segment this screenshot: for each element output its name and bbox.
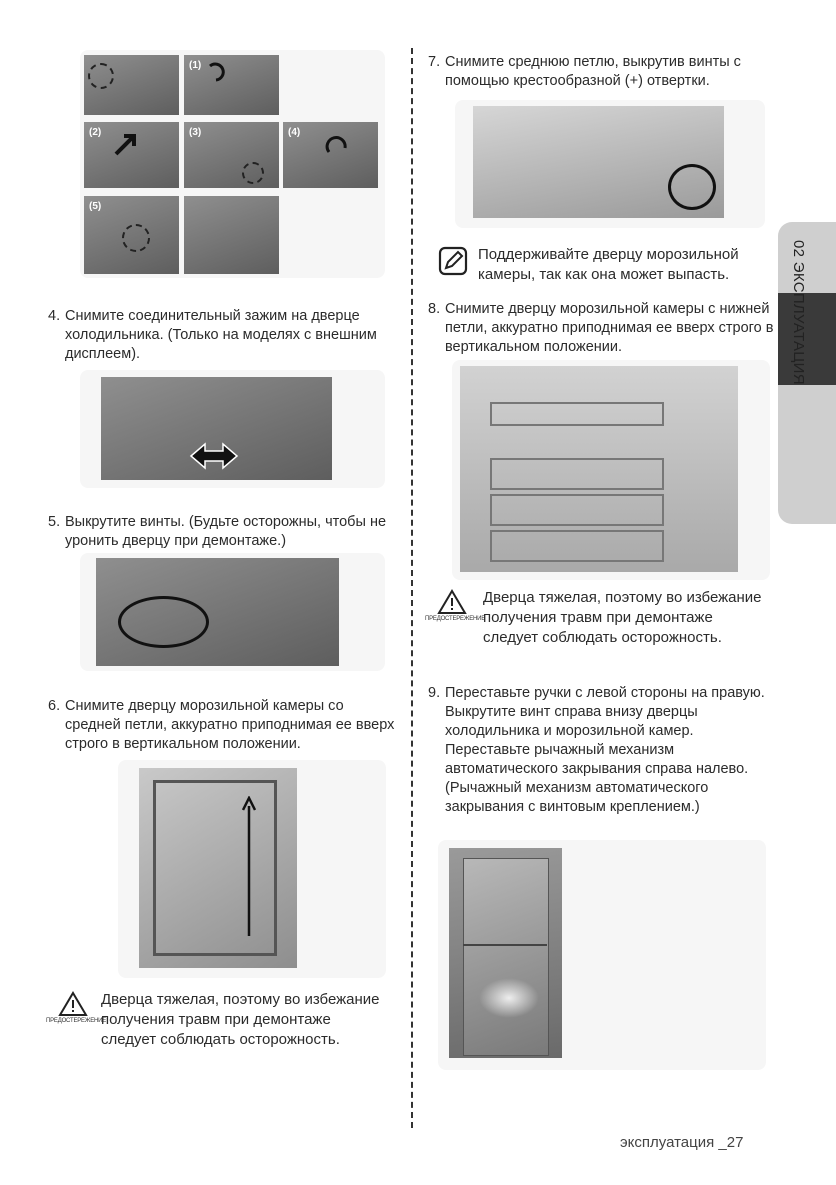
step-number: 8. [428, 301, 441, 317]
chapter-label: 02 ЭКСПЛУАТАЦИЯ [790, 240, 807, 385]
photo-refrigerator [449, 848, 562, 1058]
double-arrow-icon [189, 442, 239, 470]
warning-icon [58, 991, 88, 1017]
photo-middle-hinge [473, 106, 724, 218]
door-frame [153, 780, 277, 956]
circle-marker [668, 164, 716, 210]
photo-step-5 [84, 196, 179, 274]
photo-freezer-drawers [460, 366, 738, 572]
circle-marker [242, 162, 264, 184]
note-text: Поддерживайте дверцу морозильной камеры, так как она может выпасть. [478, 246, 739, 283]
warning-text: Дверца тяжелая, поэтому во избежание получения травм при демонтаже следует соблюдать осторожность. [101, 991, 380, 1048]
page-footer: эксплуатация _27 [620, 1134, 744, 1151]
caption-5: (5) [89, 201, 102, 212]
step-7 [428, 53, 776, 93]
photo-step-6 [184, 196, 279, 274]
photo-step-2 [84, 122, 179, 188]
step-text: Снимите среднюю петлю, выкрутив винты с помощью крестообразной (+) отвертки. [445, 54, 741, 89]
photo-step-3 [184, 122, 279, 188]
step-6 [48, 697, 403, 757]
step-number: 7. [428, 54, 441, 70]
step-text: Снимите дверцу морозильной камеры с нижней петли, аккуратно приподнимая ее вверх строго в вертикальном положении. [445, 301, 774, 355]
step-number: 6. [48, 698, 61, 714]
step-5 [48, 513, 398, 553]
fridge-reflection [479, 978, 539, 1018]
drawer [490, 530, 664, 562]
fridge-divider [463, 944, 547, 946]
step-text: Выкрутите винты. (Будьте осторожны, чтобы не уронить дверцу при демонтаже.) [65, 514, 387, 549]
caption-4: (4) [288, 127, 301, 138]
warning-text: Дверца тяжелая, поэтому во избежание получения травм при демонтаже следует соблюдать осторожность. [483, 589, 762, 646]
rotate-arrow-icon [206, 60, 228, 82]
arrow-up-icon [242, 796, 256, 936]
photo-connector [101, 377, 332, 480]
caption-2: (2) [89, 127, 102, 138]
photo-freezer-door [139, 768, 297, 968]
rotate-arrow-icon [325, 134, 349, 158]
warning-label: ПРЕДОСТЕРЕЖЕНИЕ [46, 1018, 107, 1024]
note-icon [437, 245, 469, 277]
caption-3: (3) [189, 127, 202, 138]
circle-marker [88, 63, 114, 89]
photo-step-1 [184, 55, 279, 115]
drawer [490, 402, 664, 426]
step-4 [48, 307, 398, 367]
circle-marker [118, 596, 209, 648]
warning-icon [437, 589, 467, 615]
step-number: 9. [428, 685, 441, 701]
caption-1: (1) [189, 60, 202, 71]
step-text: Снимите дверцу морозильной камеры со средней петли, аккуратно приподнимая ее вверх строго в вертикальном положении. [65, 698, 395, 752]
photo-step-4 [283, 122, 378, 188]
step-9 [428, 684, 776, 844]
step-number: 4. [48, 308, 61, 324]
drawer [490, 458, 664, 490]
photo-screws [96, 558, 339, 666]
warning-label: ПРЕДОСТЕРЕЖЕНИЕ [425, 616, 486, 622]
side-tab-highlight [778, 293, 836, 385]
step-8 [428, 300, 776, 360]
step-text: Снимите соединительный зажим на дверце холодильника. (Только на моделях с внешним дисплеем). [65, 308, 377, 362]
arrow-up-right-icon [112, 130, 140, 158]
column-divider [411, 48, 413, 1128]
drawer [490, 494, 664, 526]
photo-step-0 [84, 55, 179, 115]
circle-marker [122, 224, 150, 252]
fridge-body [463, 858, 549, 1056]
step-text: Переставьте ручки с левой стороны на правую. Выкрутите винт справа внизу дверцы холодильника и морозильной камер. Переставьте рычажный механизм автоматического закрывания справа налево. (Рычажный механизм автоматического закрывания с винтовым креплением.) [445, 685, 765, 815]
step-number: 5. [48, 514, 61, 530]
